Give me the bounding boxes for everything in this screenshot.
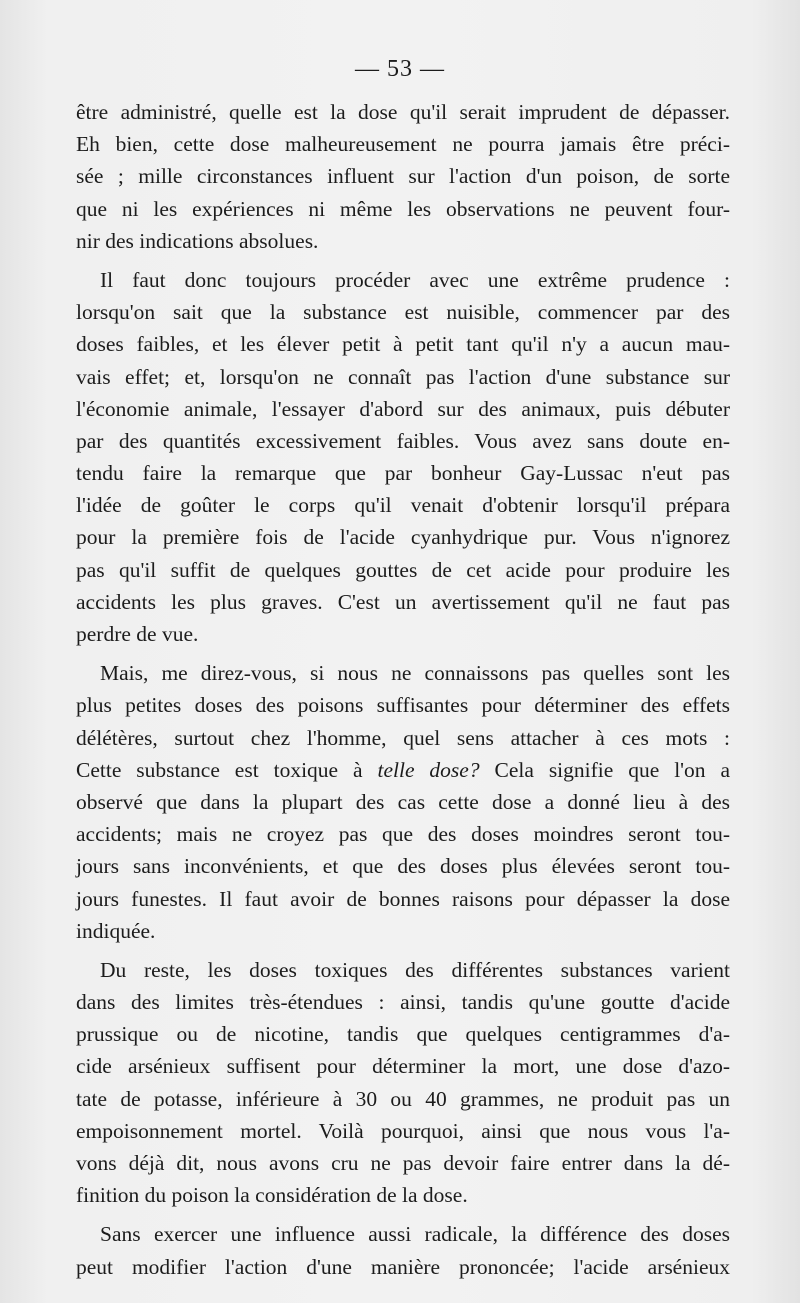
text-line: vais effet; et, lorsqu'on ne connaît pas l'action d'une substance sur — [76, 364, 730, 389]
text-line: finition du poison la considération de la dose. — [76, 1183, 468, 1208]
text-line: Eh bien, cette dose malheureusement ne pourra jamais être préci- — [76, 132, 730, 157]
text-line: accidents les plus graves. C'est un avertissement qu'il ne faut pas — [76, 589, 730, 614]
text-line: nir des indications absolues. — [76, 228, 319, 253]
paragraph-gap — [76, 947, 730, 954]
text-line: sée ; mille circonstances influent sur l'action d'un poison, de sorte — [76, 164, 730, 189]
paragraph-gap — [76, 257, 730, 264]
text-line: par des quantités excessivement faibles. Vous avez sans doute en- — [76, 428, 730, 453]
text-line: plus petites doses des poisons suffisantes pour déterminer des effets — [76, 693, 730, 718]
page-text — [76, 96, 730, 1283]
text-line: Cette substance est toxique à telle dose? Cela signifie que l'on a — [76, 757, 731, 782]
text-line: pour la première fois de l'acide cyanhydrique pur. Vous n'ignorez — [76, 525, 730, 550]
text-line: vons déjà dit, nous avons cru ne pas devoir faire entrer dans la dé- — [76, 1151, 730, 1175]
text-line: que ni les expériences ni même les observations ne peuvent four- — [76, 196, 730, 221]
paragraph-gap — [76, 650, 730, 657]
text-line: Mais, me direz-vous, si nous ne connaissons pas quelles sont les — [100, 661, 730, 686]
text-line: observé que dans la plupart des cas cette dose a donné lieu à des — [76, 789, 730, 814]
text-line: empoisonnement mortel. Voilà pourquoi, ainsi que nous vous l'a- — [76, 1118, 730, 1143]
text-line: être administré, quelle est la dose qu'il serait imprudent de dépasser. — [76, 100, 730, 124]
paragraph — [76, 264, 730, 650]
text-line: Du reste, les doses toxiques des différentes substances varient — [100, 957, 730, 982]
text-line: lorsqu'on sait que la substance est nuisible, commencer par des — [76, 300, 730, 325]
text-line: tate de potasse, inférieure à 30 ou 40 grammes, ne produit pas un — [76, 1086, 730, 1111]
italic-phrase: telle dose? — [377, 757, 480, 782]
text-line: pas qu'il suffit de quelques gouttes de cet acide pour produire les — [76, 557, 730, 582]
text-line: délétères, surtout chez l'homme, quel sens attacher à ces mots : — [76, 725, 730, 750]
paragraph — [76, 954, 730, 1212]
paragraph — [76, 96, 730, 257]
text-line: tendu faire la remarque que par bonheur Gay-Lussac n'eut pas — [76, 461, 730, 486]
text-line: Sans exercer une influence aussi radicale, la différence des doses — [100, 1222, 730, 1247]
paragraph — [76, 1218, 730, 1282]
text-line: accidents; mais ne croyez pas que des doses moindres seront tou- — [76, 822, 730, 847]
text-line: doses faibles, et les élever petit à petit tant qu'il n'y a aucun mau- — [76, 332, 730, 357]
text-line: dans des limites très-étendues : ainsi, tandis qu'une goutte d'acide — [76, 990, 730, 1015]
text-line: jours sans inconvénients, et que des doses plus élevées seront tou- — [76, 854, 730, 879]
text-line: perdre de vue. — [76, 622, 199, 646]
text-line: jours funestes. Il faut avoir de bonnes raisons pour dépasser la dose — [76, 886, 730, 911]
text-line: prussique ou de nicotine, tandis que quelques centigrammes d'a- — [76, 1022, 730, 1047]
page-number: — 53 — — [355, 56, 445, 82]
paragraph — [76, 657, 730, 947]
paragraph-gap — [76, 1211, 730, 1218]
text-line: peut modifier l'action d'une manière prononcée; l'acide arsénieux — [76, 1254, 730, 1279]
text-line: l'idée de goûter le corps qu'il venait d'obtenir lorsqu'il prépara — [76, 493, 730, 518]
text-line: indiquée. — [76, 918, 156, 943]
text-line: cide arsénieux suffisent pour déterminer la mort, une dose d'azo- — [76, 1054, 730, 1079]
text-line: Il faut donc toujours procéder avec une extrême prudence : — [100, 267, 730, 292]
text-line: l'économie animale, l'essayer d'abord sur des animaux, puis débuter — [76, 396, 730, 421]
